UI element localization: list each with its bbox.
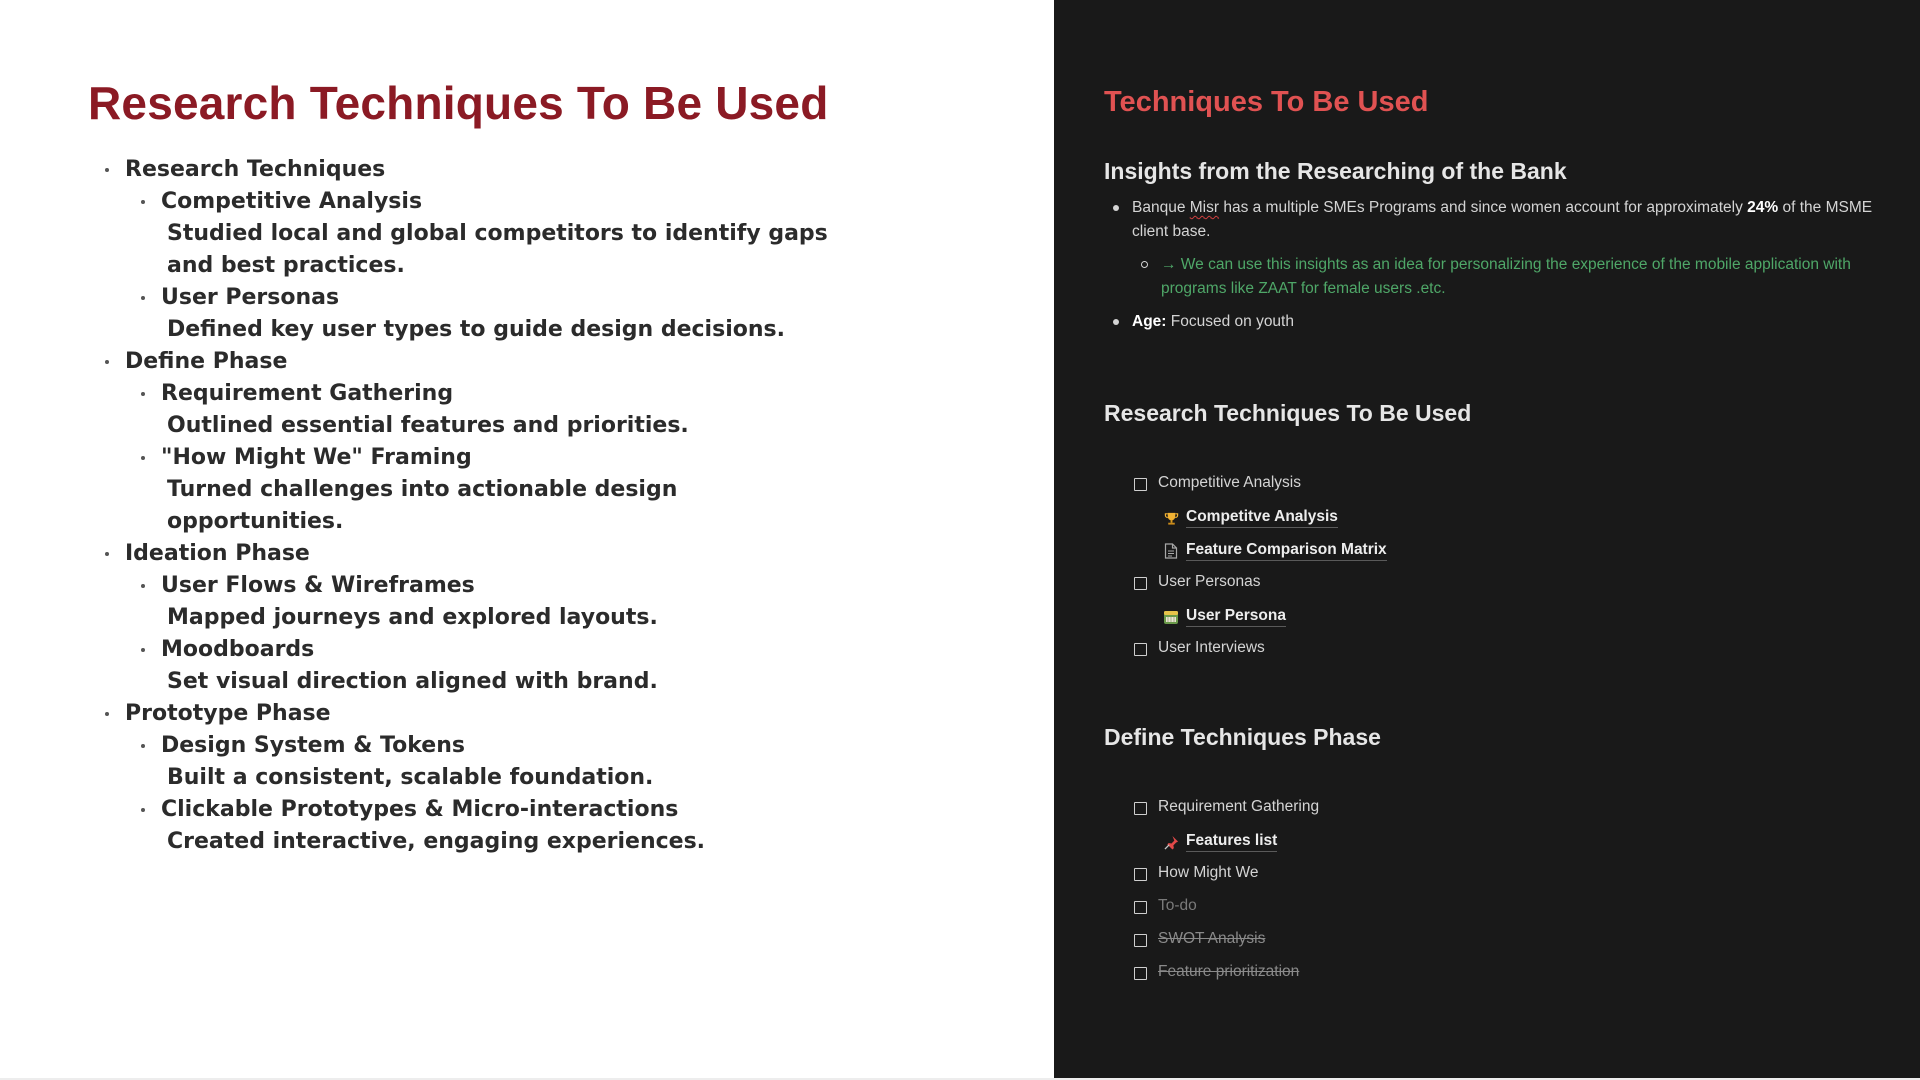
checkbox[interactable] [1134, 934, 1147, 947]
outline-item: Competitive Analysis [100, 186, 860, 218]
spellcheck-word[interactable]: Misr [1189, 199, 1220, 216]
todo-label: Feature prioritization [1158, 963, 1300, 980]
page-link-label[interactable]: User Persona [1186, 606, 1286, 627]
outline-item: Clickable Prototypes & Micro-interactions [100, 794, 860, 826]
notes-page-title: Techniques To Be Used [1104, 86, 1429, 118]
insight-bullet [1104, 196, 1874, 244]
todo-item[interactable] [1134, 860, 1834, 893]
define-heading: Define Techniques Phase [1104, 724, 1381, 750]
page-link[interactable] [1134, 827, 1834, 860]
todo-item[interactable] [1134, 470, 1834, 503]
outline-item: Design System & Tokens [100, 730, 860, 762]
page-link-label[interactable]: Competitve Analysis [1186, 507, 1338, 528]
age-value: Focused on youth [1166, 313, 1294, 330]
outline-description: Built a consistent, scalable foundation. [167, 765, 654, 790]
techniques-outline [100, 154, 860, 858]
research-todo-list [1134, 470, 1834, 668]
research-heading: Research Techniques To Be Used [1104, 400, 1472, 426]
todo-label: User Interviews [1158, 639, 1265, 656]
checkbox[interactable] [1134, 802, 1147, 815]
outline-description: Outlined essential features and priorities. [167, 413, 689, 438]
outline-description: Defined key user types to guide design decisions. [167, 317, 785, 342]
insight-sub-bullet [1104, 253, 1874, 301]
todo-placeholder[interactable]: To-do [1158, 897, 1197, 914]
notes-screenshot-panel [1054, 0, 1920, 1080]
outline-item: Moodboards [100, 634, 860, 666]
todo-item[interactable] [1134, 794, 1834, 827]
outline-item: Requirement Gathering [100, 378, 860, 410]
outline-description: Studied local and global competitors to identify gaps and best practices. [167, 221, 828, 278]
todo-item-placeholder[interactable] [1134, 893, 1834, 926]
insight-text: Banque [1132, 199, 1190, 216]
outline-item: "How Might We" Framing [100, 442, 860, 474]
insights-heading: Insights from the Researching of the Bank [1104, 158, 1567, 184]
checkbox[interactable] [1134, 478, 1147, 491]
page-link[interactable] [1134, 602, 1834, 635]
outline-section: Define Phase [100, 346, 860, 378]
insight-text: has a multiple SMEs Programs and since women account for approximately [1219, 199, 1748, 216]
todo-label: User Personas [1158, 573, 1261, 590]
checkbox[interactable] [1134, 901, 1147, 914]
todo-label: How Might We [1158, 864, 1259, 881]
page-link[interactable] [1134, 503, 1834, 536]
checkbox[interactable] [1134, 577, 1147, 590]
todo-label: Requirement Gathering [1158, 798, 1320, 815]
todo-item[interactable] [1134, 635, 1834, 668]
outline-section: Prototype Phase [100, 698, 860, 730]
insight-text: of the MSME client base. [1132, 199, 1873, 240]
age-label: Age: [1132, 313, 1167, 330]
pushpin-icon [1162, 833, 1180, 851]
insights-list [1104, 196, 1874, 343]
todo-item-struck[interactable] [1134, 926, 1834, 959]
insight-bold-figure: 24% [1747, 199, 1779, 216]
checkbox[interactable] [1134, 967, 1147, 980]
document-icon [1162, 542, 1180, 560]
todo-item-struck[interactable] [1134, 959, 1834, 992]
outline-description: Set visual direction aligned with brand. [167, 669, 658, 694]
todo-item[interactable] [1134, 569, 1834, 602]
outline-description: Mapped journeys and explored layouts. [167, 605, 658, 630]
trophy-icon [1162, 509, 1180, 527]
todo-label: Competitive Analysis [1158, 474, 1302, 491]
page-link[interactable] [1134, 536, 1834, 569]
page-link-label[interactable]: Feature Comparison Matrix [1186, 540, 1387, 561]
outline-item: User Flows & Wireframes [100, 570, 860, 602]
checkbox[interactable] [1134, 643, 1147, 656]
define-todo-list [1134, 794, 1834, 992]
outline-description: Turned challenges into actionable design opportunities. [167, 477, 678, 534]
outline-item: User Personas [100, 282, 860, 314]
outline-section: Ideation Phase [100, 538, 860, 570]
slide-title: Research Techniques To Be Used [88, 77, 829, 129]
outline-description: Created interactive, engaging experiences. [167, 829, 706, 854]
insight-sub-text: → We can use this insights as an idea for personalizing the experience of the mobile application with programs like ZAAT for female users .etc. [1161, 256, 1851, 297]
outline-section: Research Techniques [100, 154, 860, 186]
calendar-icon [1162, 608, 1180, 626]
insight-bullet [1104, 310, 1874, 334]
todo-label: SWOT Analysis [1158, 930, 1266, 947]
checkbox[interactable] [1134, 868, 1147, 881]
page-link-label[interactable]: Features list [1186, 831, 1277, 852]
